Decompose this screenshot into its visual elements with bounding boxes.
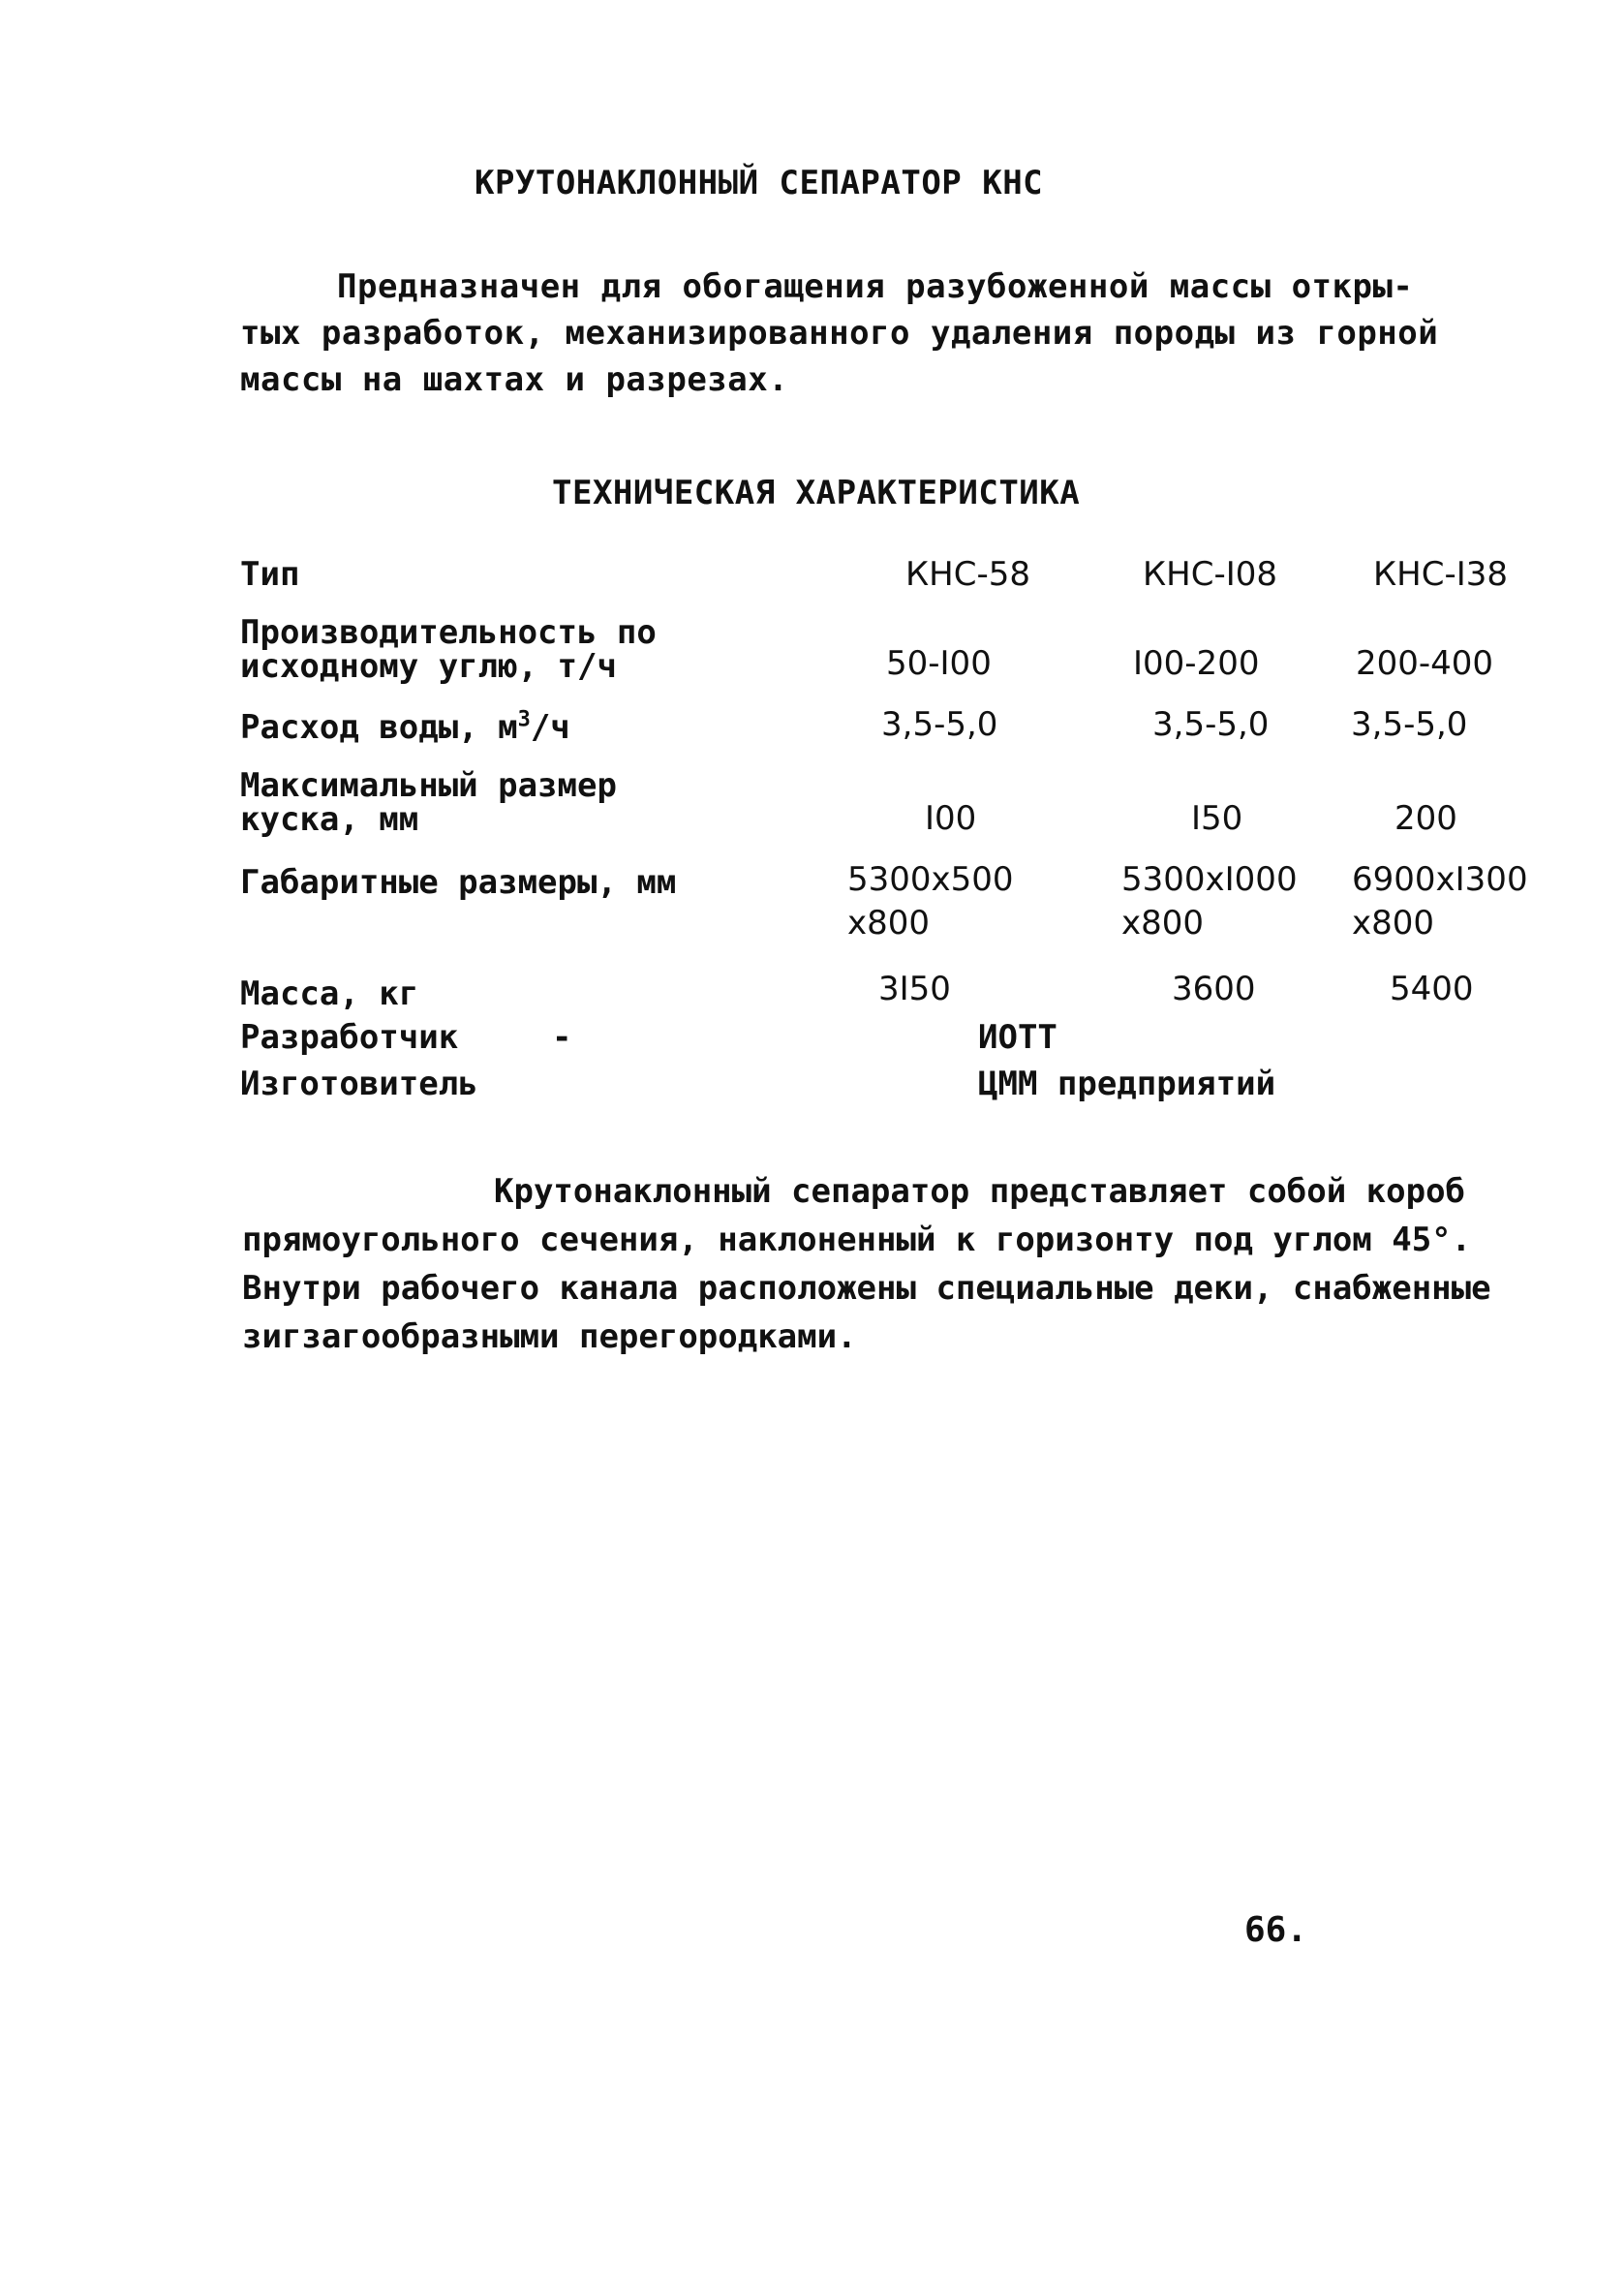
spec-cell: 3600	[1172, 970, 1256, 1008]
description-paragraph	[242, 1167, 1491, 1361]
intro-line: Предназначен для обогащения разубоженной массы откры-	[337, 267, 1414, 306]
spec-column-header: КНС-I38	[1373, 555, 1509, 594]
spec-row-label: Масса, кг	[240, 974, 419, 1013]
intro-paragraph	[240, 263, 1439, 403]
developer-value: ИОТТ	[978, 1018, 1057, 1057]
intro-line: массы на шахтах и разрезах.	[240, 360, 789, 399]
spec-cell: 5400	[1390, 970, 1474, 1008]
manufacturer-value: ЦММ предприятий	[978, 1065, 1276, 1103]
spec-row-label: Производительность по	[240, 613, 657, 652]
spec-cell: 5300xI000	[1121, 860, 1298, 899]
spec-row-label: куска, мм	[240, 800, 419, 839]
description-line: зигзагообразными перегородками.	[242, 1317, 857, 1356]
spec-column-header: КНС-I08	[1143, 555, 1278, 594]
spec-row-label: Габаритные размеры, мм	[240, 863, 677, 902]
spec-cell: 3,5-5,0	[1351, 705, 1468, 744]
spec-cell: x800	[1121, 904, 1205, 943]
description-line: Крутонаклонный сепаратор представляет собой короб	[494, 1172, 1466, 1211]
spec-cell: 5300x500	[847, 860, 1014, 899]
spec-row-label: Максимальный размер	[240, 766, 617, 805]
spec-cell: 50-I00	[886, 644, 992, 683]
spec-cell: I00	[925, 799, 977, 838]
spec-row-label-text: Расход воды, м	[240, 708, 518, 747]
manufacturer-label: Изготовитель	[240, 1065, 478, 1103]
intro-line: тых разработок, механизированного удаления породы из горной	[240, 314, 1439, 353]
spec-cell: I50	[1191, 799, 1243, 838]
spec-row-label: исходному углю, т/ч	[240, 647, 617, 686]
spec-cell: x800	[1352, 904, 1435, 943]
spec-row-label-sup: 3	[517, 707, 531, 732]
spec-cell: 3,5-5,0	[1152, 705, 1270, 744]
spec-cell: I00-200	[1133, 644, 1260, 683]
spec-cell: 3I50	[878, 970, 951, 1008]
description-line: прямоугольного сечения, наклоненный к горизонту под углом 45°.	[242, 1221, 1472, 1259]
spec-cell: x800	[847, 904, 931, 943]
description-line: Внутри рабочего канала расположены специальные деки, снабженные	[242, 1269, 1491, 1308]
spec-cell: 200	[1394, 799, 1457, 838]
spec-cell: 200-400	[1356, 644, 1494, 683]
spec-row-label	[240, 707, 570, 747]
document-title: КРУТОНАКЛОННЫЙ СЕПАРАТОР КНС	[475, 164, 1044, 202]
developer-dash: -	[552, 1018, 572, 1057]
spec-header-label: Тип	[240, 555, 300, 594]
spec-row-label-suffix: /ч	[530, 708, 570, 747]
section-title: ТЕХНИЧЕСКАЯ ХАРАКТЕРИСТИКА	[552, 474, 1081, 512]
spec-column-header: КНС-58	[905, 555, 1030, 594]
developer-label: Разработчик	[240, 1018, 459, 1057]
spec-cell: 3,5-5,0	[881, 705, 998, 744]
spec-cell: 6900xI300	[1352, 860, 1528, 899]
page-number: 66.	[1244, 1910, 1308, 1950]
